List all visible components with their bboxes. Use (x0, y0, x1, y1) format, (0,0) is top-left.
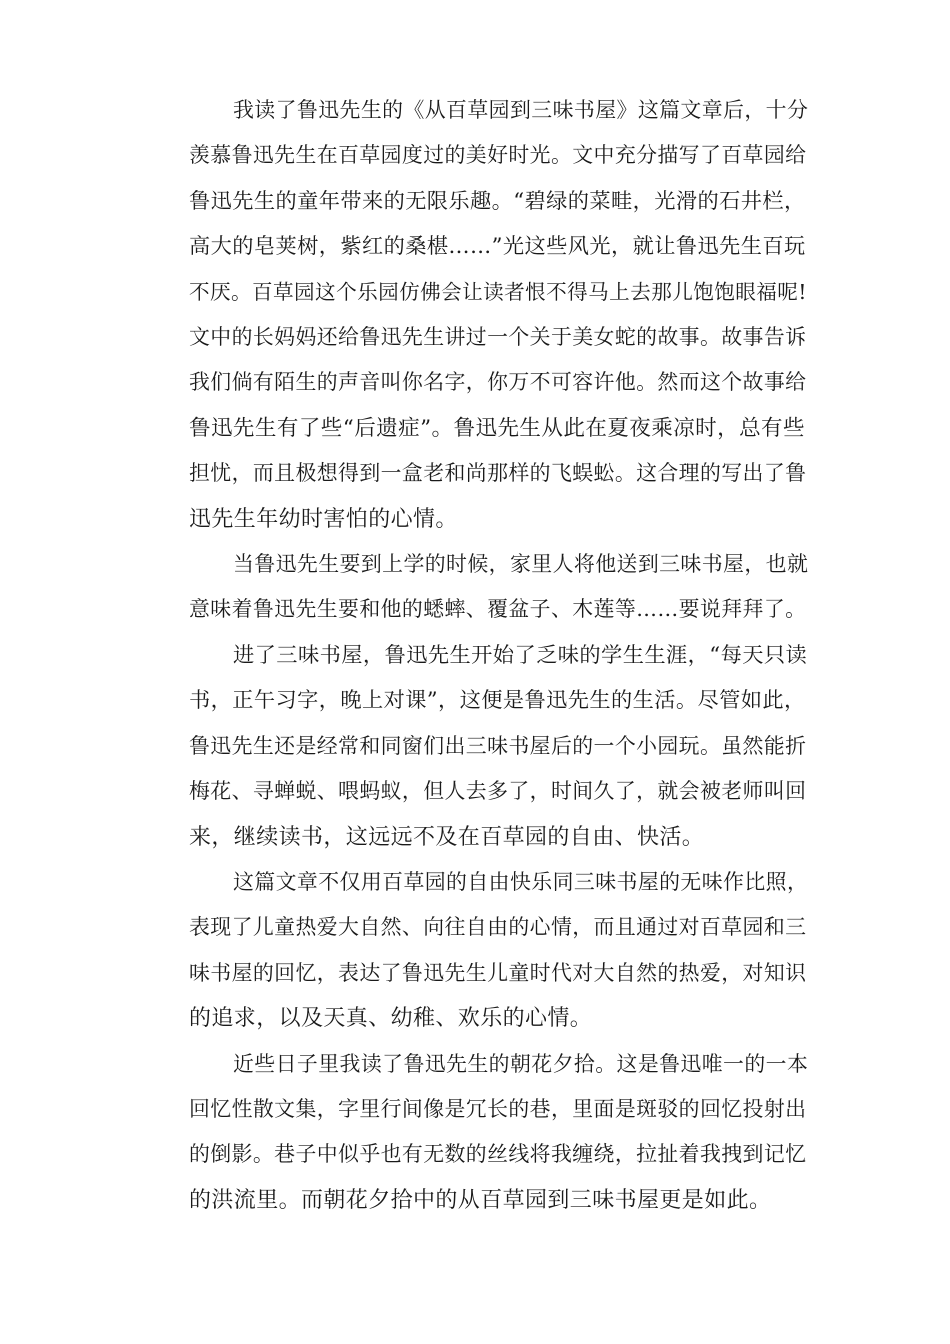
text-line: 文中的长妈妈还给鲁迅先生讲过一个关于美女蛇的故事。故事告诉 (189, 325, 807, 350)
text-line: 羡慕鲁迅先生在百草园度过的美好时光。文中充分描写了百草园给 (189, 143, 807, 168)
text-line: 不厌。百草园这个乐园仿佛会让读者恨不得马上去那儿饱饱眼福呢! (189, 279, 807, 304)
text-line: 味书屋的回忆，表达了鲁迅先生儿童时代对大自然的热爱，对知识 (189, 960, 807, 985)
text-line: 表现了儿童热爱大自然、向往自由的心情，而且通过对百草园和三 (189, 915, 807, 940)
paragraph-3 (145, 633, 808, 860)
text-line: 鲁迅先生的童年带来的无限乐趣。“碧绿的菜畦，光滑的石井栏， (189, 188, 806, 214)
text-line: 来，继续读书，这远远不及在百草园的自由、快活。 (189, 824, 705, 850)
text-line: 的洪流里。而朝花夕拾中的从百草园到三味书屋更是如此。 (189, 1187, 772, 1213)
text-line: 梅花、寻蝉蜕、喂蚂蚁，但人去多了，时间久了，就会被老师叫回 (189, 779, 807, 804)
text-line: 鲁迅先生有了些“后遗症”。鲁迅先生从此在夏夜乘凉时，总有些 (189, 415, 805, 441)
text-line: 高大的皂荚树，紫红的桑椹……”光这些风光，就让鲁迅先生百玩 (189, 234, 806, 260)
text-line: 鲁迅先生还是经常和同窗们出三味书屋后的一个小园玩。虽然能折 (189, 733, 807, 758)
text-line: 的追求，以及天真、幼稚、欢乐的心情。 (189, 1006, 593, 1032)
text-line: 意味着鲁迅先生要和他的蟋蟀、覆盆子、木莲等……要说拜拜了。 (189, 597, 807, 622)
text-line: 这篇文章不仅用百草园的自由快乐同三味书屋的无味作比照， (233, 869, 809, 894)
paragraph-5 (145, 1042, 809, 1224)
paragraph-4 (145, 860, 809, 1042)
text-line: 当鲁迅先生要到上学的时候，家里人将他送到三味书屋，也就 (233, 552, 809, 577)
text-line: 近些日子里我读了鲁迅先生的朝花夕拾。这是鲁迅唯一的一本 (233, 1051, 809, 1076)
text-line: 担忧，而且极想得到一盒老和尚那样的飞蜈蚣。这合理的写出了鲁 (189, 461, 807, 486)
paragraph-2 (145, 542, 809, 633)
text-line: 回忆性散文集，字里行间像是冗长的巷，里面是斑驳的回忆投射出 (189, 1096, 807, 1121)
text-line: 我们倘有陌生的声音叫你名字，你万不可容许他。然而这个故事给 (189, 370, 807, 395)
text-line: 的倒影。巷子中似乎也有无数的丝线将我缠绕，拉扯着我拽到记忆 (189, 1142, 807, 1167)
text-line: 我读了鲁迅先生的《从百草园到三味书屋》这篇文章后，十分 (233, 98, 809, 122)
document-body (145, 88, 809, 1223)
text-line: 进了三味书屋，鲁迅先生开始了乏味的学生生涯，“每天只读 (233, 642, 808, 668)
text-line: 迅先生年幼时害怕的心情。 (189, 506, 458, 532)
paragraph-1 (145, 88, 809, 542)
text-line: 书，正午习字，晚上对课”，这便是鲁迅先生的生活。尽管如此， (189, 688, 806, 714)
